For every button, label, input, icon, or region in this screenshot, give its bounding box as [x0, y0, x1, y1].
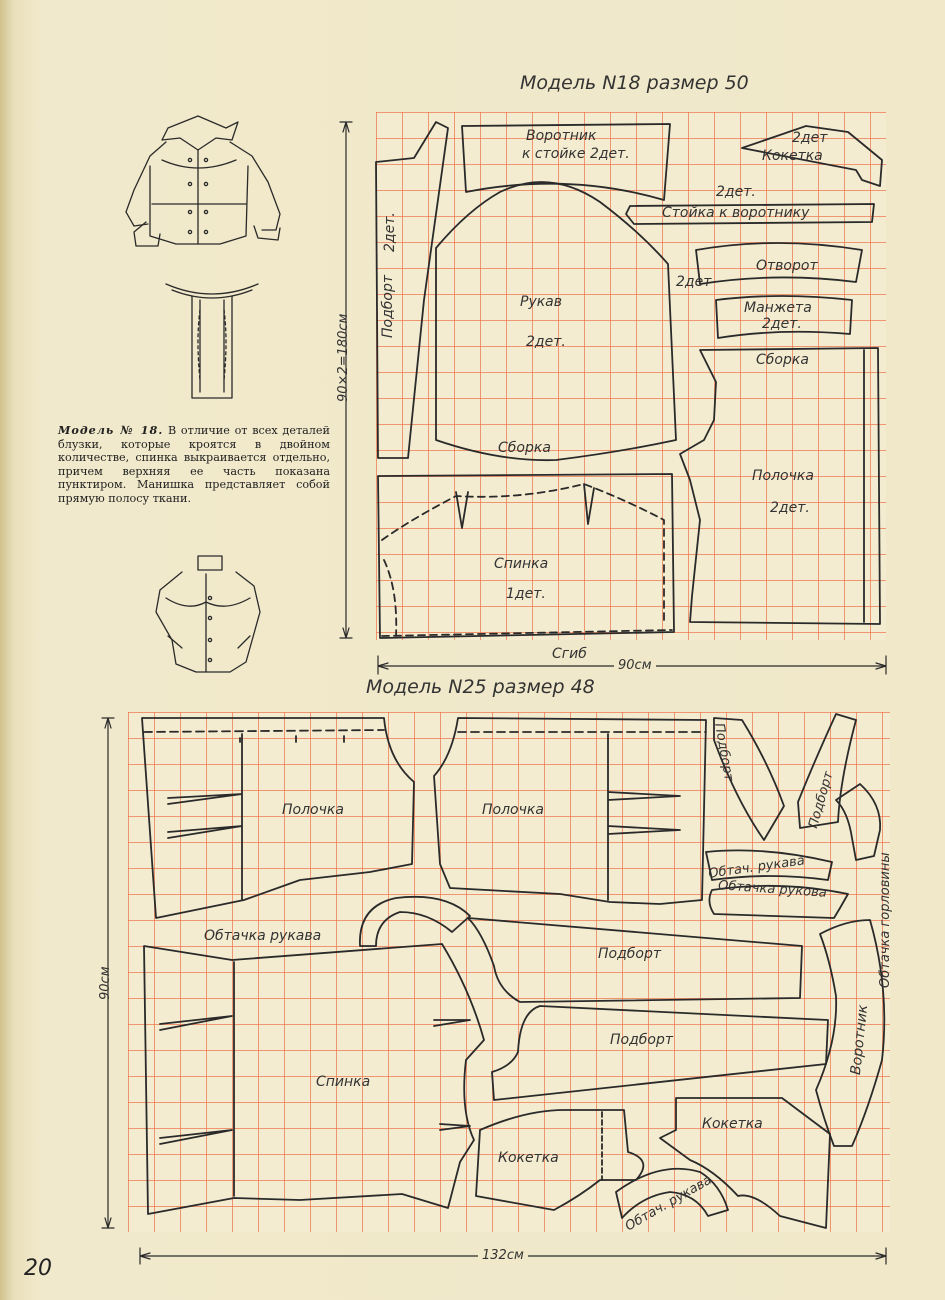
p25-obtachka-rukava-top	[360, 897, 470, 946]
p25-polochka-right-label: Полочка	[482, 802, 544, 818]
p18-vorotnik-label-1: Воротник	[526, 128, 597, 144]
blouse-sketch-front	[126, 116, 280, 246]
p25-spinka	[144, 944, 484, 1214]
p25-vorotnik	[816, 920, 884, 1146]
p18-spinka-label: Спинка	[494, 556, 549, 572]
p18-polochka	[680, 348, 880, 624]
p18-polochka-label: Полочка	[752, 468, 814, 484]
p25-polochka-left-label: Полочка	[282, 802, 344, 818]
p25-obtachka-gorloviny-label: Обтачка горловины	[878, 852, 893, 988]
p25-spinka-label: Спинка	[316, 1074, 371, 1090]
p18-otvorot-label: Отворот	[756, 258, 818, 274]
p18-manzheta-label: Манжета	[744, 300, 812, 316]
p25-podbort-1-label: Подборт	[598, 946, 662, 962]
dickey-sketch	[166, 284, 258, 398]
p25-obtachka-bottom-label: Обтач. рукава	[622, 1172, 715, 1235]
p25-podbort-4-label: Подборт	[806, 769, 837, 831]
p25-podbort-3-label: Подборт	[711, 722, 737, 783]
p25-koketka-right-label: Кокетка	[702, 1116, 763, 1132]
p18-sborka2-label: Сборка	[756, 352, 809, 368]
p18-rukav-label: Рукав	[520, 294, 563, 310]
p25-polochka-left	[142, 718, 414, 918]
p18-vorotnik-label-2: к стойке 2дет.	[522, 146, 630, 162]
model-18-caption	[58, 424, 330, 506]
pattern-18-width: 90см	[614, 658, 656, 673]
p18-rukav-count: 2дет.	[526, 334, 566, 350]
pattern-18-title: Модель N18 размер 50	[520, 72, 749, 94]
p25-obtachka-gorloviny	[836, 784, 880, 860]
p18-fold-label: Сгиб	[552, 646, 587, 662]
p25-obtachka-rukava-2-label: Обтачка рукова	[717, 878, 828, 901]
blouse-sketch-back	[156, 556, 260, 672]
caption-model-label: Модель № 18.	[58, 423, 164, 437]
caption-text: В отличие от всех деталей блузки, которые кроятся в двойном количестве, спинка выкраивается отдельно, причем верхняя ее часть показана пунктиром. Манишка представляет собой прямую полосу ткани.	[58, 424, 330, 505]
p18-stoyka-label: Стойка к воротнику	[662, 205, 810, 221]
p18-podbort-label: Подборт	[380, 274, 396, 338]
p25-podbort-2-label: Подборт	[610, 1032, 674, 1048]
p18-otvorot-count: 2дет	[676, 274, 712, 290]
p25-polochka-right	[434, 718, 706, 904]
p18-koketka-label: Кокетка	[762, 148, 823, 164]
p25-obtachka-rukava-label: Обтачка рукава	[204, 928, 322, 944]
page-number: 20	[24, 1256, 52, 1281]
p18-podbort-count: 2дет.	[382, 212, 398, 252]
pattern-18-height: 90×2=180см	[336, 313, 351, 402]
pattern-25-height: 90см	[98, 966, 113, 1000]
pattern-25-title: Модель N25 размер 48	[366, 676, 595, 698]
pattern-25-width: 132см	[478, 1248, 528, 1263]
p18-koketka-count: 2дет	[792, 130, 828, 146]
p18-stoyka-count: 2дет.	[716, 184, 756, 200]
p25-podbort-2	[492, 1006, 828, 1100]
p18-manzheta-count: 2дет.	[762, 316, 802, 332]
p25-vorotnik-label: Воротник	[848, 1003, 872, 1076]
p18-sborka-label: Сборка	[498, 440, 551, 456]
p18-spinka-count: 1дет.	[506, 586, 546, 602]
p18-polochka-count: 2дет.	[770, 500, 810, 516]
p25-koketka-left-label: Кокетка	[498, 1150, 559, 1166]
p25-obtachka-rukava-short-label: Обтач. рукава	[707, 853, 806, 882]
